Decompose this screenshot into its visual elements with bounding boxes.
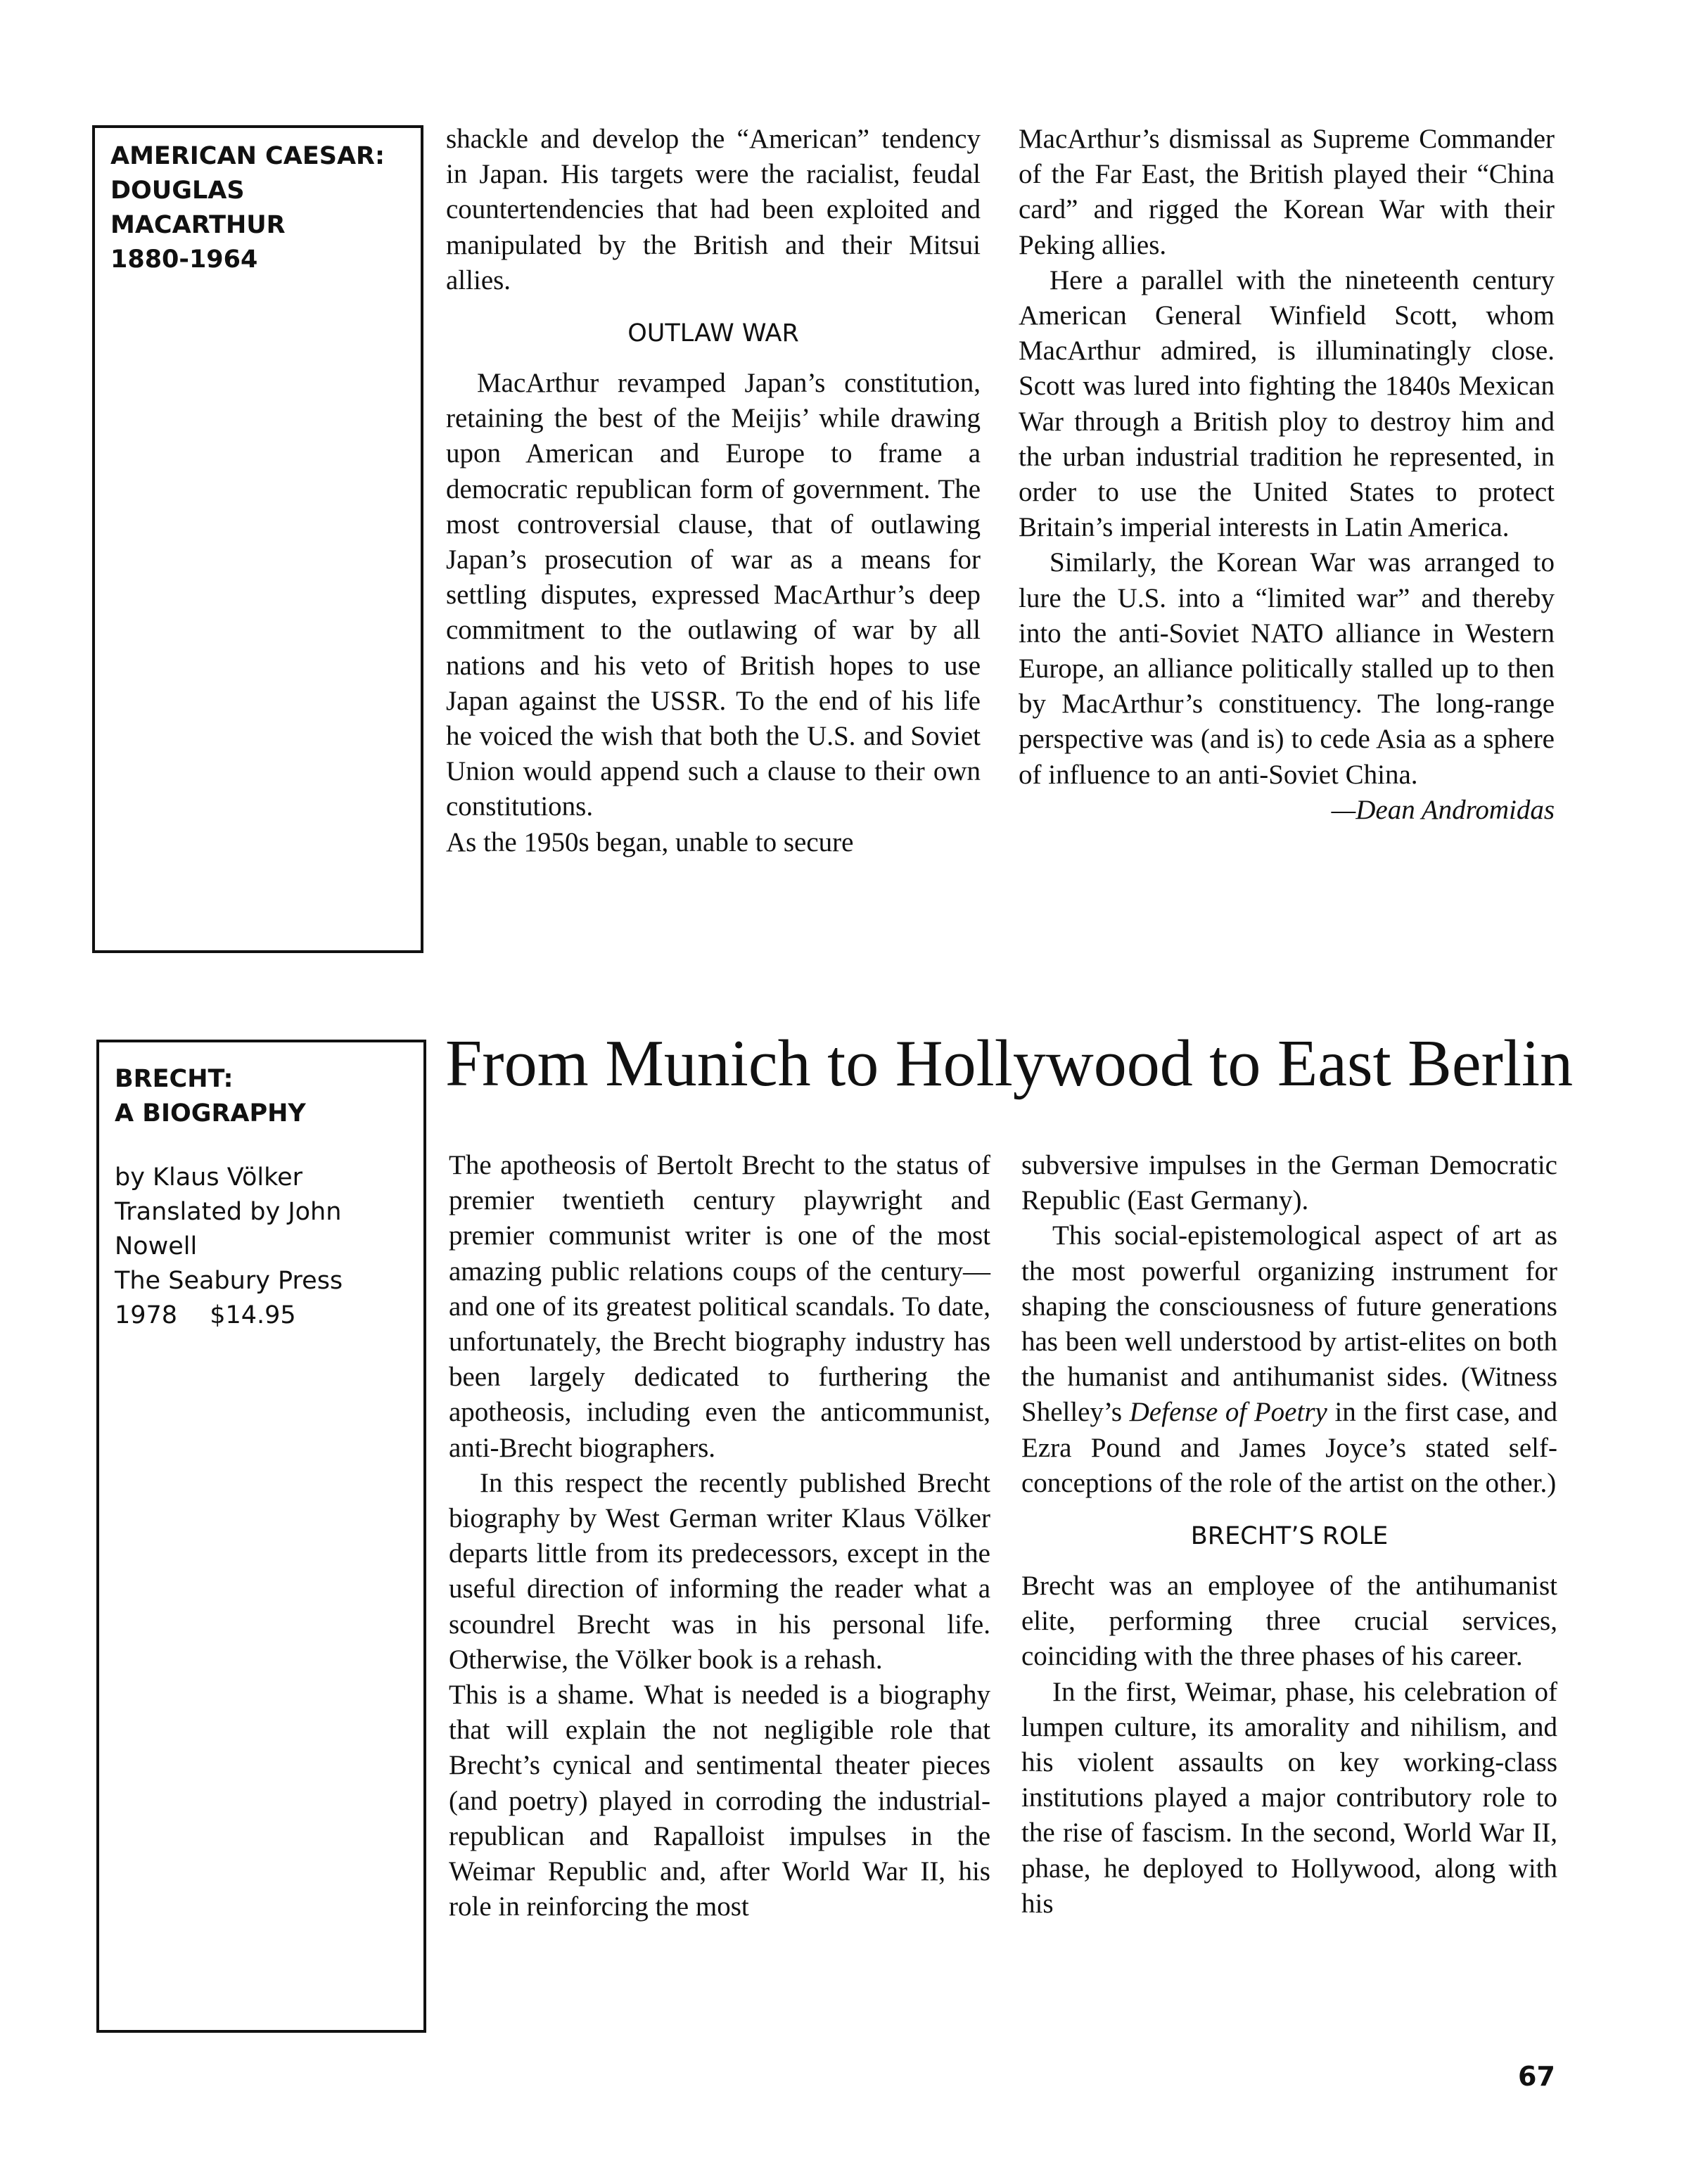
box-corner-tick [421, 125, 423, 160]
paragraph: MacArthur’s dismissal as Supreme Commander of the Far East, the British played their “China card” and rigged the Korean War with their Peking allies. [1019, 124, 1555, 260]
paragraph: MacArthur revamped Japan’s constitution, retaining the best of the Meijis’ while drawing upon American and Europe to frame a democratic republican form of government. The most controversial clause, that of outlawing Japan’s prosecution of war as a means for settling disputes, expressed MacArthur’s deep commitment to the outlawing of war by all nations and his veto of British hopes to use Japan against the USSR. To the end of his life he voiced the wish that both the U.S. and Soviet Union would append such a clause to their own constitutions. [446, 368, 981, 822]
paragraph: Similarly, the Korean War was arranged to lure the U.S. into a “limited war” and thereby into the anti-Soviet NATO alliance in Western Europe, an alliance politically stalled up to then by MacArthur’s constituency. The long-range perspective was (and is) to cede Asia as a sphere of influence to an anti-Soviet China. [1019, 547, 1555, 790]
paragraph: In this respect the recently published Brecht biography by West German writer Klaus Völker departs little from its predecessors, except in the useful direction of informing the reader what a scoundrel Brecht was in his personal life. Otherwise, the Völker book is a rehash. [449, 1467, 990, 1675]
page-number: 67 [1518, 2061, 1555, 2092]
book-title-line: 1880-1964 [110, 245, 258, 274]
paragraph-text: in the first case, and Ezra Pound and James Joyce’s stated self-conceptions of the role of the artist on the other.) [1021, 1397, 1557, 1498]
review2-column-2 [1021, 1148, 1557, 1922]
review2-column-1 [449, 1148, 990, 1924]
paragraph: Here a parallel with the nineteenth century American General Winfield Scott, whom MacArthur admired, is illuminatingly close. Scott was lured into fighting the 1840s Mexican War through a British ploy to destroy him and the urban industrial tradition he represented, in order to use the United States to protect Britain’s imperial interests in Latin America. [1019, 264, 1555, 543]
paragraph: shackle and develop the “American” tendency in Japan. His targets were the racialist, feudal countertendencies that had been exploited and manipulated by the British and their Mitsui allies. [446, 124, 981, 295]
paragraph [1021, 1218, 1557, 1501]
box-top-rule [92, 125, 423, 128]
review-headline: From Munich to Hollywood to East Berlin [445, 1027, 1574, 1100]
paragraph: The apotheosis of Bertolt Brecht to the status of premier twentieth century playwright and premier communist writer is one of the most amazing public relations coups of the century—and one of its greatest political scandals. To date, unfortunately, the Brecht biography industry has been largely dedicated to furthering the apotheosis, including even the anticommunist, anti-Brecht biographers. [449, 1150, 990, 1463]
book-info-box-macarthur [92, 125, 423, 953]
book-title-line: MACARTHUR [110, 211, 286, 239]
book-info-box-brecht [96, 1040, 426, 2033]
section-subhead: BRECHT’S ROLE [1190, 1522, 1389, 1551]
book-meta [115, 1161, 343, 1333]
paragraph: This is a shame. What is needed is a biography that will explain the not negligible role that Brecht’s cynical and sentimental theater pieces (and poetry) played in corroding the industrial-republican and Rapalloist impulses in the Weimar Republic and, after World War II, his role in reinforcing the most [449, 1680, 990, 1922]
book-meta-line: Nowell [115, 1232, 198, 1260]
book-title-line: AMERICAN CAESAR: [110, 142, 385, 170]
book-title-line: DOUGLAS [110, 177, 245, 205]
paragraph-text: This social-epistemological aspect of art as the most powerful organizing instrument for shaping the consciousness of future generations has been well understood by artist-elites on both the humanist and antihumanist sides. (Witness Shelley’s [1021, 1220, 1557, 1428]
review1-column-1 [446, 122, 981, 860]
book-meta-line: The Seabury Press [115, 1267, 343, 1295]
book-title-line: BRECHT: [115, 1065, 234, 1093]
book-title [110, 139, 385, 277]
book-meta-line: 1978 $14.95 [115, 1301, 296, 1329]
author-signature: —Dean Andromidas [1331, 794, 1555, 825]
paragraph: Brecht was an employee of the antihumanist elite, performing three crucial services, coinciding with the three phases of his career. [1021, 1571, 1557, 1672]
box-corner-tick [423, 1040, 426, 1075]
book-meta-line: by Klaus Völker [115, 1163, 303, 1192]
section-subhead: OUTLAW WAR [627, 319, 799, 348]
book-meta-line: Translated by John [115, 1198, 342, 1226]
box-top-rule [96, 1040, 426, 1042]
paragraph: In the first, Weimar, phase, his celebration of lumpen culture, its amorality and nihilism, and his violent assaults on key working-class institutions played a major contributory role to the rise of fascism. In the second, World War II, phase, he deployed to Hollywood, along with his [1021, 1676, 1557, 1919]
review1-column-2 [1019, 122, 1555, 828]
paragraph: subversive impulses in the German Democratic Republic (East Germany). [1021, 1150, 1557, 1216]
paragraph: As the 1950s began, unable to secure [446, 826, 854, 857]
book-title-italic: Defense of Poetry [1129, 1397, 1327, 1428]
book-info [115, 1062, 343, 1333]
book-title-line: A BIOGRAPHY [115, 1099, 306, 1128]
